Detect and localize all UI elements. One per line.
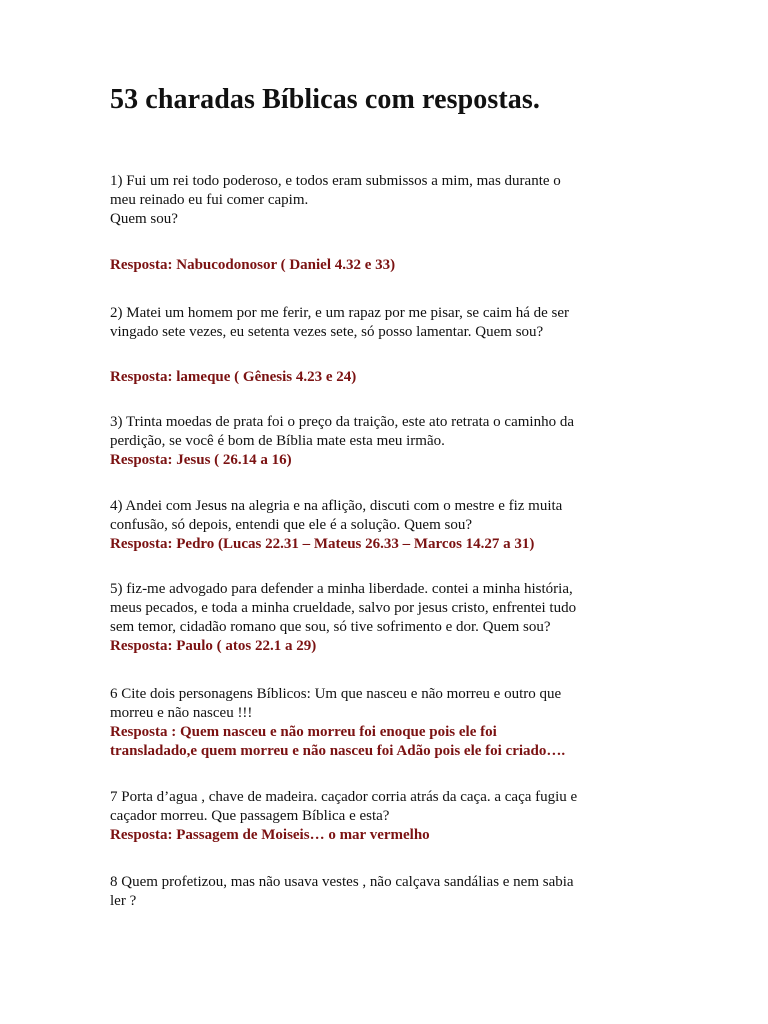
question-line: meus pecados, e toda a minha crueldade, salvo por jesus cristo, enfrentei tudo <box>110 600 577 616</box>
question-line: confusão, só depois, entendi que ele é a solução. Quem sou? <box>110 517 472 533</box>
answer-line: Resposta: Passagem de Moiseis… o mar vermelho <box>110 827 430 843</box>
answer-1 <box>110 256 670 275</box>
answer-line: transladado,e quem morreu e não nasceu foi Adão pois ele foi criado…. <box>110 743 566 759</box>
question-line: 3) Trinta moedas de prata foi o preço da traição, este ato retrata o caminho da <box>110 414 574 430</box>
answer-line: Resposta : Quem nasceu e não morreu foi enoque pois ele foi <box>110 724 497 740</box>
riddle-4 <box>110 497 670 554</box>
question-line: 4) Andei com Jesus na alegria e na aflição, discuti com o mestre e fiz muita <box>110 498 563 514</box>
answer-line: Resposta: lameque ( Gênesis 4.23 e 24) <box>110 369 357 385</box>
document-title: 53 charadas Bíblicas com respostas. <box>110 84 540 115</box>
question-line: caçador morreu. Que passagem Bíblica e esta? <box>110 808 390 824</box>
question-line: 8 Quem profetizou, mas não usava vestes , não calçava sandálias e nem sabia <box>110 874 574 890</box>
answer-line: Resposta: Pedro (Lucas 22.31 – Mateus 26.33 – Marcos 14.27 a 31) <box>110 536 535 552</box>
question-line: morreu e não nasceu !!! <box>110 705 253 721</box>
answer-line: Resposta: Paulo ( atos 22.1 a 29) <box>110 638 317 654</box>
question-line: 7 Porta d’agua , chave de madeira. caçador corria atrás da caça. a caça fugiu e <box>110 789 578 805</box>
question-line: vingado sete vezes, eu setenta vezes sete, só posso lamentar. Quem sou? <box>110 324 544 340</box>
answer-2 <box>110 368 670 387</box>
answer-line: Resposta: Nabucodonosor ( Daniel 4.32 e 33) <box>110 257 396 273</box>
question-line: ler ? <box>110 893 137 909</box>
riddle-8 <box>110 873 670 911</box>
question-line: 6 Cite dois personagens Bíblicos: Um que nasceu e não morreu e outro que <box>110 686 562 702</box>
riddle-6 <box>110 685 670 761</box>
question-line: meu reinado eu fui comer capim. <box>110 192 309 208</box>
riddle-5 <box>110 580 670 656</box>
riddle-3 <box>110 413 670 470</box>
question-line: 5) fiz-me advogado para defender a minha liberdade. contei a minha história, <box>110 581 573 597</box>
question-line: 1) Fui um rei todo poderoso, e todos eram submissos a mim, mas durante o <box>110 173 561 189</box>
riddle-2 <box>110 304 670 342</box>
riddle-1 <box>110 172 670 229</box>
question-line: sem temor, cidadão romano que sou, só tive sofrimento e dor. Quem sou? <box>110 619 551 635</box>
answer-line: Resposta: Jesus ( 26.14 a 16) <box>110 452 292 468</box>
question-line: Quem sou? <box>110 211 178 227</box>
riddle-7 <box>110 788 670 845</box>
question-line: 2) Matei um homem por me ferir, e um rapaz por me pisar, se caim há de ser <box>110 305 570 321</box>
question-line: perdição, se você é bom de Bíblia mate esta meu irmão. <box>110 433 445 449</box>
